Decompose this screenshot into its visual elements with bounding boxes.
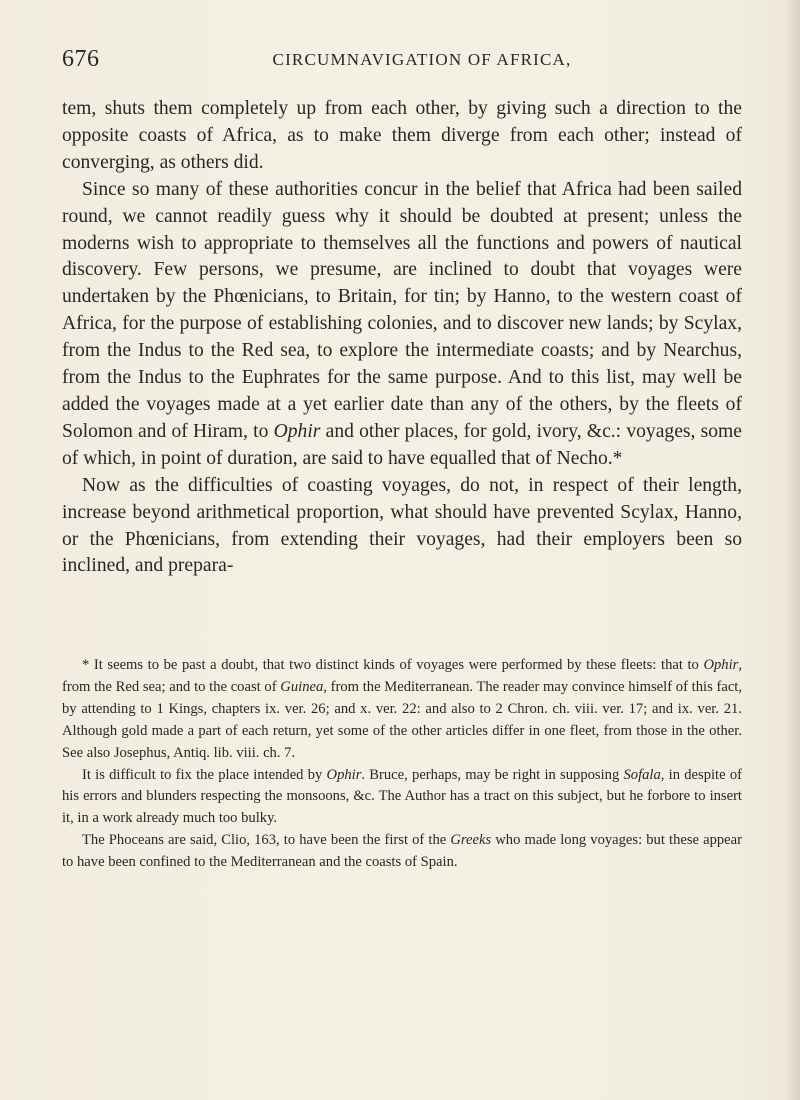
footnote-2 — [62, 765, 742, 831]
footnote-1-text-a: * It seems to be past a doubt, that two distinct kinds of voyages were performed by these fleets: that to — [82, 657, 704, 673]
footnote-1-text-c: , from the Mediterranean. The reader may convince himself of this fact, by attending to 1 Kings, chapters ix. ver. 26; and x. ver. 22: and also to 2 Chron. ch. viii. ver. 17; and ix. ver. 21. Although gold made a part of each return, yet some of the other articles differ in one fleet, from those in the other. See also Josephus, Antiq. lib. viii. ch. 7. — [62, 678, 742, 761]
footnote-1-guinea: Guinea — [280, 678, 324, 695]
footnote-2-text-b: . Bruce, perhaps, may be right in supposing — [361, 766, 624, 783]
footnote-2-sofala: Sofala — [623, 766, 661, 783]
footnote-1-text-b: , from the Red sea; and to the coast of — [62, 657, 742, 695]
footnote-2-ophir: Ophir — [326, 766, 362, 783]
paragraph-2 — [62, 177, 742, 473]
paragraph-2-text-a: Since so many of these authorities concur in the belief that Africa had been sailed round, we cannot readily guess why it should be doubted at present; unless the moderns wish to appropriate to themselves all the functions and powers of nautical discovery. Few persons, we presume, are inclined to doubt that voyages were undertaken by the Phœnicians, to Britain, for tin; by Hanno, to the western coast of Africa, for the purpose of establishing colonies, and to discover new lands; by Scylax, from the Indus to the Red sea, to explore the intermediate coasts; and by Nearchus, from the Indus to the Euphrates for the same purpose. And to this list, may well be added the voyages made at a yet earlier date than any of the others, by the fleets of Solomon and of Hiram, to — [62, 178, 742, 442]
page-header — [62, 46, 742, 76]
main-text — [62, 96, 742, 580]
footnote-3-text-b: who made long voyages: but these appear to have been confined to the Mediterranean and the coasts of Spain. — [62, 832, 743, 871]
footnotes — [62, 655, 742, 874]
footnote-3-greeks: Greeks — [450, 832, 492, 849]
paragraph-3 — [62, 473, 742, 581]
footnote-1 — [62, 655, 742, 765]
footnote-3-text-a: The Phoceans are said, Clio, 163, to have been the first of the — [82, 832, 451, 849]
footnote-1-ophir: Ophir — [703, 657, 739, 673]
paragraph-1 — [62, 96, 742, 177]
footnote-2-text-a: It is difficult to fix the place intended by — [82, 766, 327, 783]
paragraph-3-text: Now as the difficulties of coasting voyages, do not, in respect of their length, increase beyond arithmetical proportion, what should have prevented Scylax, Hanno, or the Phœnicians, from extending their voyages, had their employers been so inclined, and prepara- — [62, 474, 742, 577]
page-number: 676 — [62, 46, 100, 72]
footnote-2-text-c: , in despite of his errors and blunders respecting the monsoons, &c. The Author has a tract on this subject, but he forbore to insert it, in a work already much too bulky. — [62, 766, 742, 827]
running-title: CIRCUMNAVIGATION OF AFRICA, — [272, 50, 572, 69]
paragraph-1-text: tem, shuts them completely up from each other, by giving such a direction to the opposite coasts of Africa, as to make them diverge from each other; instead of converging, as others did. — [62, 98, 742, 173]
footnote-3 — [62, 830, 742, 874]
page-edge-shadow — [786, 0, 800, 1100]
paragraph-2-text-b: and other places, for gold, ivory, &c.: voyages, some of which, in point of duration, are said to have equalled that of Necho.* — [62, 420, 742, 469]
ophir-term: Ophir — [273, 420, 321, 442]
